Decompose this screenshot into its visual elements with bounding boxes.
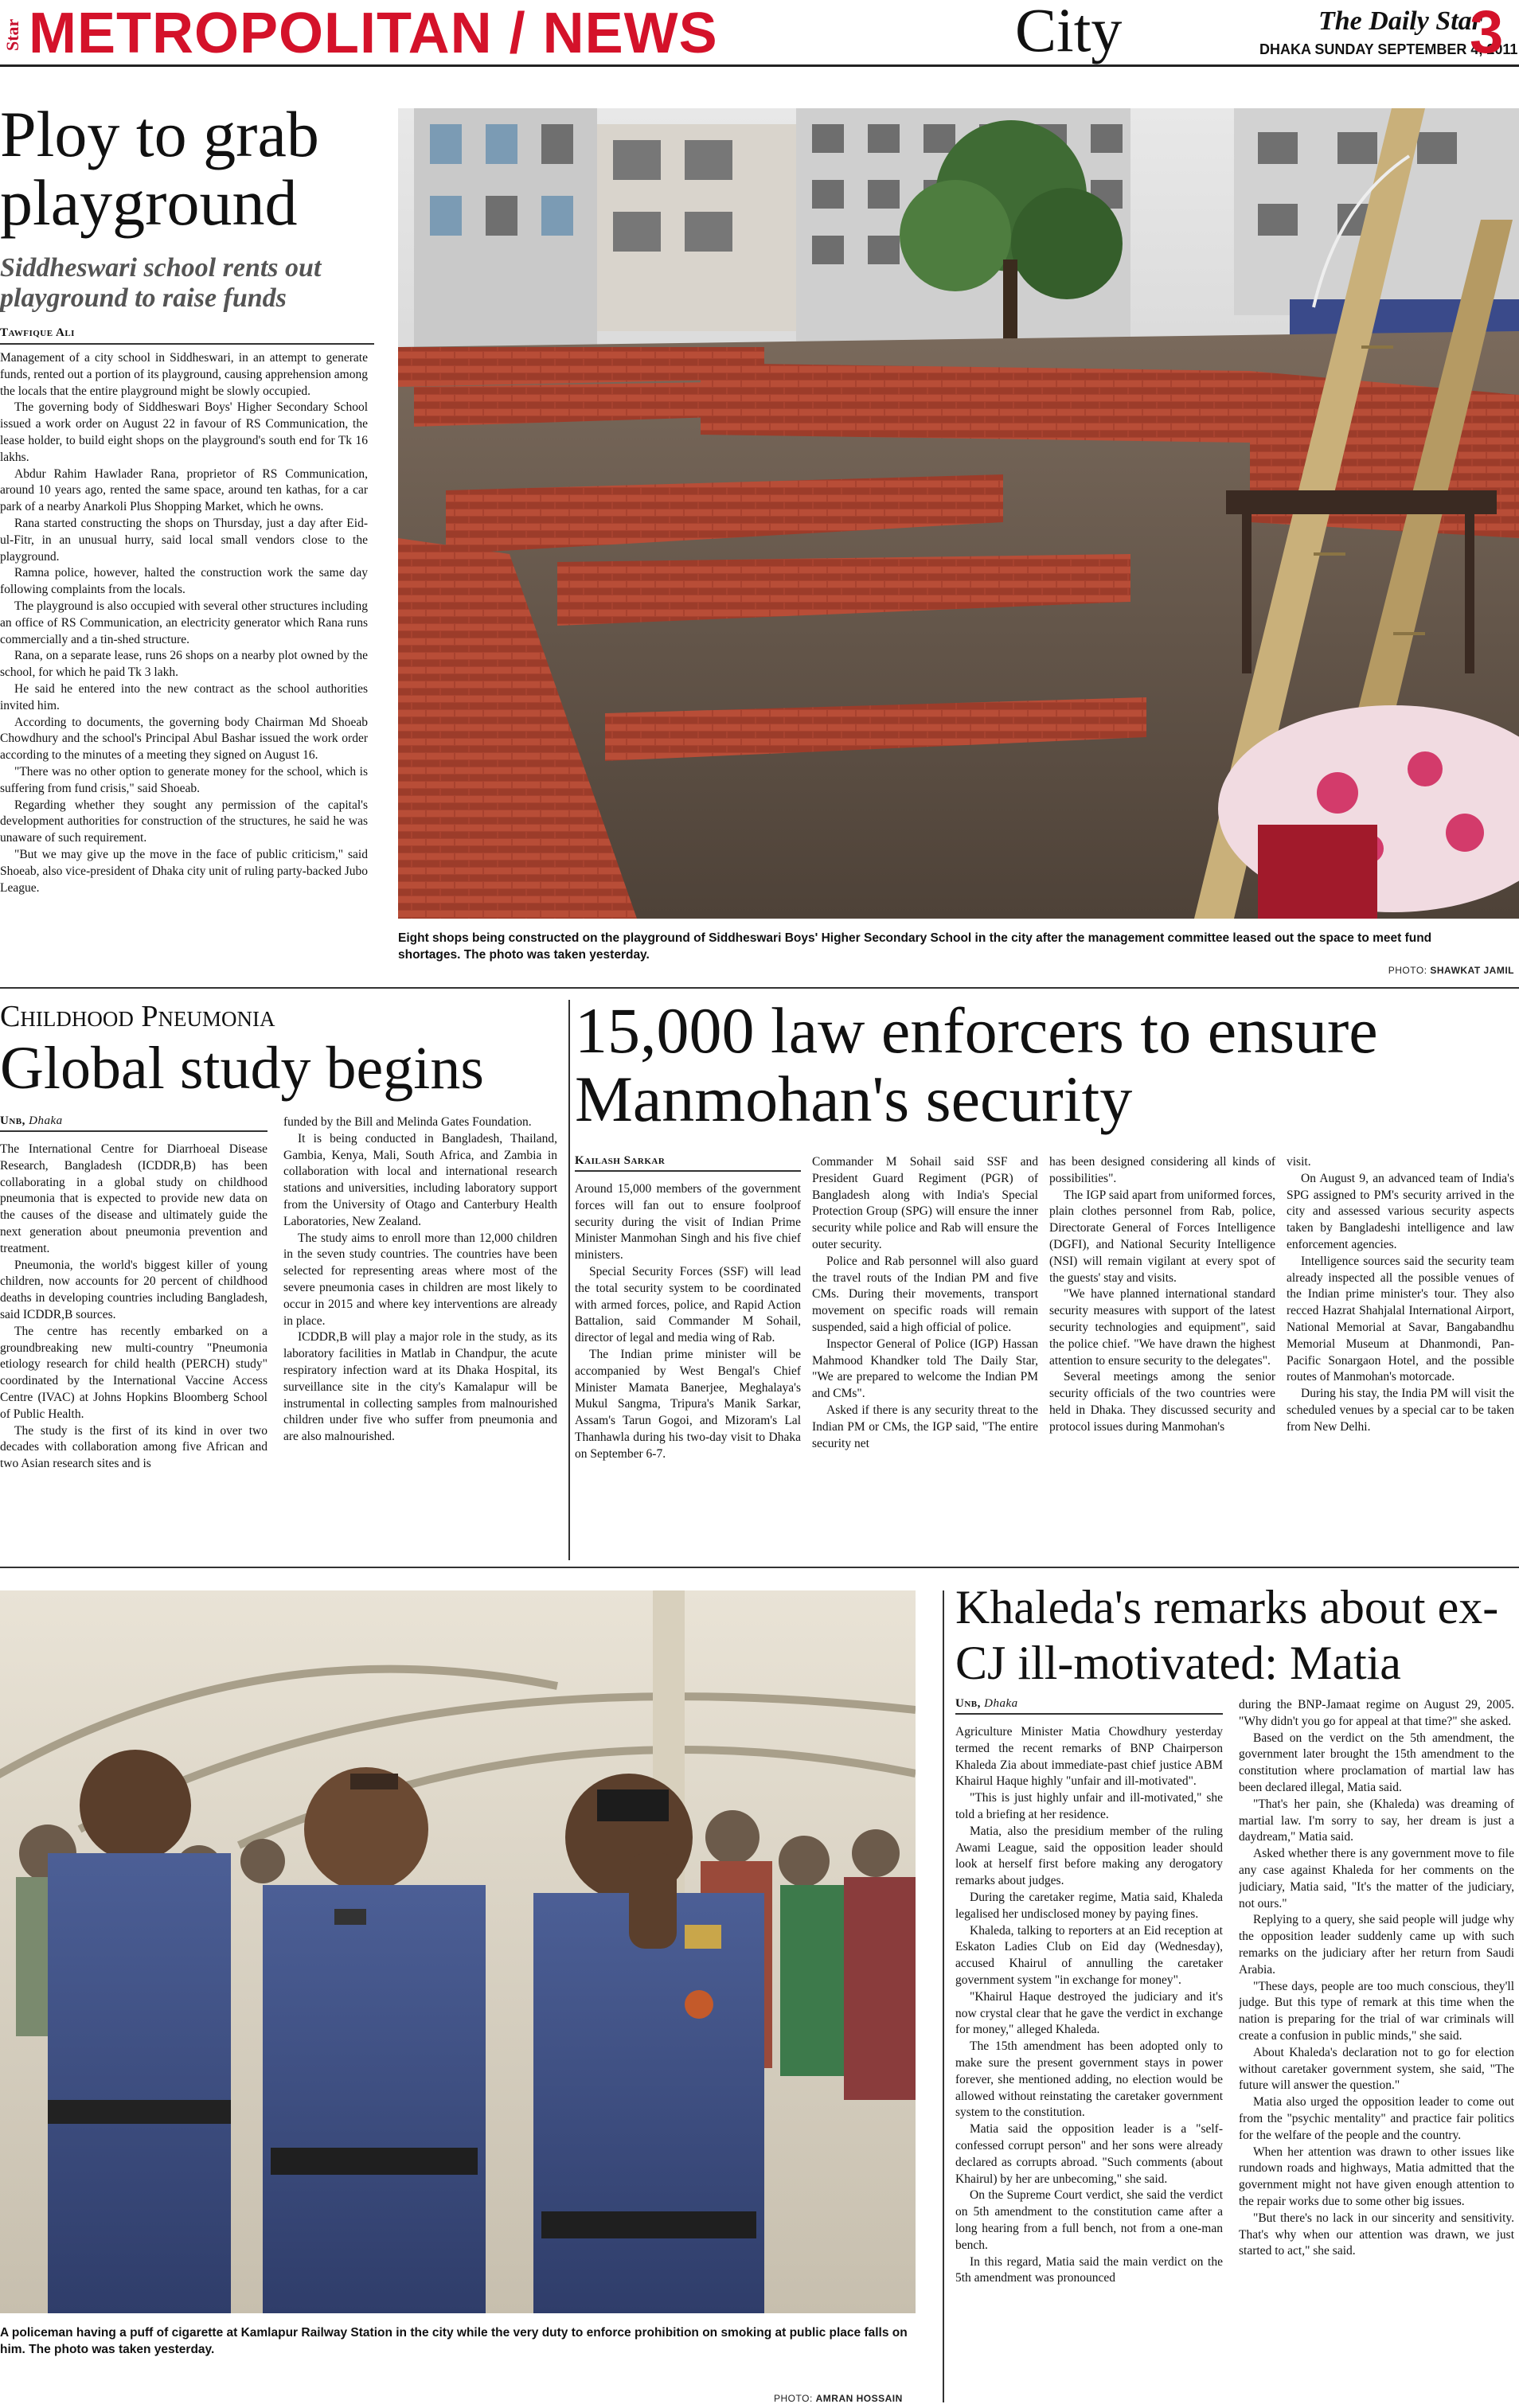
paragraph: The International Centre for Diarrhoeal Disease Research, Bangladesh (ICDDR,B) has been collaborating in a global study on childhood pneumonia that is expected to provide new data on the causes of the disease and ultimately guide the next generation about pneumonia prevention and treatment. <box>0 1142 267 1255</box>
paragraph: Rana, on a separate lease, runs 26 shops on a nearby plot owned by the school, for which he paid Tk 3 lakh. <box>0 649 368 680</box>
paragraph: Asked whether there is any government move to file any case against Khaleda for her comments on the judiciary, Matia said, "It's the matter of the judiciary, not ours." <box>1239 1847 1514 1910</box>
paragraph: "We have planned international standard security measures with support of the latest security technologies and equipment", said the police chief. "We have drawn the highest attention to ensure security to the delegates". <box>1049 1287 1275 1368</box>
body-playground <box>0 350 368 979</box>
paragraph: Ramna police, however, halted the construction work the same day following complaints from the locals. <box>0 566 368 597</box>
issue-date: DHAKA SUNDAY SEPTEMBER 4, 2011 <box>1259 41 1518 57</box>
paragraph: during the BNP-Jamaat regime on August 29, 2005. "Why didn't you go for appeal at that time?" she asked. <box>1239 1698 1514 1728</box>
policeman-photo-illustration <box>0 1590 916 2313</box>
byline-location: Dhaka <box>29 1114 63 1127</box>
masthead <box>0 0 1519 67</box>
paragraph: Inspector General of Police (IGP) Hassan Mahmood Khandker told The Daily Star, "We are prepared to welcome the Indian PM and CMs". <box>812 1337 1038 1401</box>
paragraph: Police and Rab personnel will also guard the travel routs of the Indian PM and five CMs. During their movements, transport movement on specific roads will remain suspended, said a high official of police. <box>812 1254 1038 1334</box>
paragraph: Agriculture Minister Matia Chowdhury yesterday termed the recent remarks of BNP Chairperson Khaleda Zia about immediate-past chief justice ABM Khairul Haque highly "unfair and ill-motivated". <box>955 1725 1223 1789</box>
body-manmohan-col2 <box>812 1154 1038 1555</box>
paragraph: ICDDR,B will play a major role in the study, as its laboratory facilities in Matlab in Chandpur, the acute respiratory infection ward at its Dhaka Hospital, its surveillance site in the city's Kamalapur will be instrumental in collecting samples from malnourished children under five who suffer from pneumonia and are also malnourished. <box>283 1330 557 1444</box>
paragraph: The playground is also occupied with several other structures including an office of RS Communication, an electricity generator which Rana runs commercially and a tin-shed structure. <box>0 599 368 646</box>
paragraph: In this regard, Matia said the main verdict on the 5th amendment was pronounced <box>955 2254 1223 2285</box>
paragraph: Matia, also the presidium member of the ruling Awami League, said the opposition leader should look at herself first before making any derogatory remarks about judges. <box>955 1824 1223 1888</box>
paragraph: The IGP said apart from uniformed forces, plain clothes personnel from Rab, police, Directorate General of Forces Intelligence (DGFI), and National Security Intelligence (NSI) will remain vigilant at every spot of the guests' stay and visits. <box>1049 1188 1275 1285</box>
paragraph: Pneumonia, the world's biggest killer of young children, now accounts for 20 percent of childhood deaths in developing countries including Bangladesh, said ICDDR,B sources. <box>0 1258 267 1321</box>
city-label: City <box>1015 0 1123 64</box>
paragraph: According to documents, the governing body Chairman Md Shoeab Chowdhury and the school's Principal Abul Bashar issued the work order according to the minutes of a meeting they signed on August 16. <box>0 715 368 763</box>
paragraph: Around 15,000 members of the government forces will fan out to ensure foolproof security during the visit of Indian Prime Minister Manmohan Singh and his five chief ministers. <box>575 1182 801 1263</box>
paragraph: On August 9, an advanced team of India's SPG assigned to PM's security arrived in the city and assessed various security aspects taken by Bangladeshi intelligence and law enforcement agencies. <box>1287 1171 1514 1251</box>
paragraph: Several meetings among the senior security officials of the two countries were held in Dhaka. They discussed security and protocol issues during Manmohan's <box>1049 1370 1275 1434</box>
paragraph: When her attention was drawn to other issues like rundown roads and highways, Matia admitted that the government might not have given enough attention to the repair works due to some other big issues. <box>1239 2145 1514 2208</box>
paragraph: The study aims to enroll more than 12,000 children in the seven study countries. The countries have been selected for representing areas where most of the severe pneumonia cases in children are most likely to occur in 2015 and where key interventions are already in place. <box>283 1231 557 1328</box>
paragraph: Intelligence sources said the security team already inspected all the possible venues of the Indian prime minister's tour. They also recced Hazrat Shahjalal International Airport, National Memorial at Savar, Bangabandhu Memorial Museum at Dhanmondi, Pan-Pacific Sonargaon Hotel, and the possible routes of Manmohan's motorcade. <box>1287 1254 1514 1384</box>
paper-name: The Daily Star <box>1318 6 1482 36</box>
body-manmohan-col1 <box>575 1181 801 1555</box>
paragraph: Based on the verdict on the 5th amendment, the government later brought the 15th amendment to the constitution where proclamation of martial law has been declared illegal, Matia said. <box>1239 1731 1514 1794</box>
body-pneumonia-col2 <box>283 1114 557 1555</box>
divider-vertical-bottom <box>943 1590 944 2402</box>
body-manmohan-col4 <box>1287 1154 1514 1555</box>
paragraph: "That's her pain, she (Khaleda) was dreaming of martial law. I'm sorry to say, her dream is just a daydream," Matia said. <box>1239 1797 1514 1844</box>
paragraph: "But there's no lack in our sincerity and sensitivity. That's why when our attention was drawn, we just started to act," she said. <box>1239 2211 1514 2258</box>
paragraph: Matia also urged the opposition leader to come out from the "psychic mentality" and practice fair politics for the welfare of the people and the country. <box>1239 2095 1514 2142</box>
byline-playground: Tawfique Ali <box>0 326 374 345</box>
byline-matia <box>955 1697 1223 1715</box>
paragraph: "This is just highly unfair and ill-motivated," she told a briefing at her residence. <box>955 1791 1223 1821</box>
paragraph: visit. <box>1287 1155 1311 1169</box>
paragraph: Special Security Forces (SSF) will lead the total security system to be coordinated with armed forces, police, and Rapid Action Battalion, said Commander M Sohail, director of legal and media wing of Rab. <box>575 1264 801 1345</box>
paragraph: On the Supreme Court verdict, she said the verdict on 5th amendment to the constitution came after a long hearing from a full bench, not from a one-man bench. <box>955 2188 1223 2252</box>
paragraph: Khaleda, talking to reporters at an Eid reception at Eskaton Ladies Club on Eid day (Wednesday), accused Khairul of annulling the caretaker government system "in exchange for money". <box>955 1923 1223 1987</box>
photo-policeman-smoking <box>0 1590 916 2313</box>
credit-label: PHOTO: <box>1388 965 1427 976</box>
construction-photo-illustration <box>398 108 1519 919</box>
deck-playground: Siddheswari school rents out playground to raise funds <box>0 253 322 313</box>
credit-name-2: AMRAN HOSSAIN <box>815 2393 903 2404</box>
paragraph: "Khairul Haque destroyed the judiciary and it's now crystal clear that he gave the verdict in exchange for money," alleged Khaleda. <box>955 1989 1223 2037</box>
paragraph: Abdur Rahim Hawlader Rana, proprietor of RS Communication, around 10 years ago, rented the same space, around ten kathas, for a car park of a nearby Anarkoli Plus Shopping Market, which he owns. <box>0 466 368 514</box>
divider-mid-section <box>0 1567 1519 1568</box>
kicker-pneumonia: Childhood Pneumonia <box>0 1000 275 1033</box>
paragraph: About Khaleda's declaration not to go for election without caretaker government system, she said, "The future will answer the question." <box>1239 2045 1514 2093</box>
caption-policeman: A policeman having a puff of cigarette at Kamlapur Railway Station in the city while the very duty to enforce prohibition on smoking at public place falls on him. The photo was taken yesterday. <box>0 2326 908 2356</box>
body-matia-col2 <box>1239 1697 1514 2406</box>
paragraph: Management of a city school in Siddheswari, in an attempt to generate funds, rented out a portion of its playground, causing apprehension among the locals that the entire playground might be slowly occupied. <box>0 351 368 398</box>
caption-playground: Eight shops being constructed on the playground of Siddheswari Boys' Higher Secondary School in the city after the management committee leased out the space to meet fund shortages. The photo was taken yesterday. <box>398 931 1432 962</box>
paragraph: The 15th amendment has been adopted only to make sure the present government stays in power forever, she mentioned adding, no election would be allowed without reinstating the caretaker government system to the constitution. <box>955 2039 1223 2120</box>
paragraph: The centre has recently embarked on a groundbreaking new multi-country "Pneumonia etiology research for child health (PERCH) study" coordinated by the International Vaccine Access Centre (IVAC) at Johns Hopkins Bloomberg School of Public Health. <box>0 1324 267 1421</box>
headline-matia: Khaleda's remarks about ex-CJ ill-motivated: Matia <box>955 1581 1499 1689</box>
paragraph: has been designed considering all kinds of possibilities". <box>1049 1155 1275 1185</box>
paragraph: It is being conducted in Bangladesh, Thailand, Gambia, Kenya, Mali, South Africa, and Zambia in collaboration with local and international research stations and universities, including laboratory support from the University of Otago and Canterbury Health Laboratories, New Zealand. <box>283 1131 557 1228</box>
paragraph: "But we may give up the move in the face of public criticism," said Shoeab, also vice-president of Dhaka city unit of ruling party-backed Jubo League. <box>0 847 368 895</box>
paragraph: Rana started constructing the shops on Thursday, just a day after Eid-ul-Fitr, in an unusual hurry, said local small vendors close to the playground. <box>0 516 368 564</box>
paragraph: Commander M Sohail said SSF and President Guard Regiment (PGR) of Bangladesh along with India's Special Protection Group (SPG) will ensure the inner security while police and Rab will ensure the outer security. <box>812 1155 1038 1251</box>
page-number: 3 <box>1470 0 1504 66</box>
byline-agency-2: Unb, <box>955 1697 981 1710</box>
divider-vertical-mid <box>568 1000 570 1560</box>
photo-playground-construction <box>398 108 1519 919</box>
section-title: METROPOLITAN / NEWS <box>29 2 718 65</box>
credit-policeman <box>774 2393 903 2404</box>
paragraph: The study is the first of its kind in over two decades with collaboration among five African and two Asian research sites and is <box>0 1423 267 1471</box>
paragraph: Matia said the opposition leader is a "self-confessed corrupt person" and her sons were already declared as corrupts abroad. "Such comments (about Khairul) by her are unbecoming," she said. <box>955 2122 1223 2186</box>
paragraph: "There was no other option to generate money for the school, which is suffering from fund crisis," said Shoeab. <box>0 764 368 795</box>
paragraph: Replying to a query, she said people will judge why the opposition leader suddenly came up with such remarks on the judiciary after her return from Saudi Arabia. <box>1239 1913 1514 1977</box>
body-pneumonia-col1 <box>0 1142 267 1555</box>
paragraph: Regarding whether they sought any permission of the capital's development authorities for construction of the structures, he said he was unaware of such requirement. <box>0 798 368 845</box>
paragraph: Asked if there is any security threat to the Indian PM or CMs, the IGP said, "The entire security net <box>812 1403 1038 1450</box>
body-matia-col1 <box>955 1724 1223 2406</box>
byline-agency: Unb, <box>0 1114 25 1127</box>
byline-location-2: Dhaka <box>984 1697 1018 1710</box>
headline-playground: Ploy to grab playground <box>0 98 319 239</box>
credit-playground <box>1388 965 1514 976</box>
paragraph: During the caretaker regime, Matia said, Khaleda legalised her undisclosed money by paying fines. <box>955 1890 1223 1921</box>
byline-pneumonia <box>0 1114 267 1132</box>
headline-manmohan: 15,000 law enforcers to ensure Manmohan's security <box>575 994 1378 1135</box>
small-logo: Star <box>2 18 22 52</box>
paragraph: "These days, people are too much conscious, they'll judge. But this type of remark at this time when the nation is preparing for the trial of war criminals will create a confusion in public minds," she said. <box>1239 1979 1514 2043</box>
credit-name: SHAWKAT JAMIL <box>1430 965 1514 976</box>
paragraph: funded by the Bill and Melinda Gates Foundation. <box>283 1115 532 1129</box>
paragraph: The Indian prime minister will be accompanied by West Bengal's Chief Minister Mamata Banerjee, Meghalaya's Mukul Sangma, Tripura's Manik Sarkar, Assam's Tarun Gogoi, and Mizoram's Lal Thanhawla during his two-day visit to Dhaka on September 6-7. <box>575 1347 801 1461</box>
paragraph: During his stay, the India PM will visit the scheduled venues by a special car to be taken from New Delhi. <box>1287 1387 1514 1434</box>
headline-pneumonia: Global study begins <box>0 1035 484 1102</box>
byline-manmohan: Kailash Sarkar <box>575 1154 801 1172</box>
paragraph: He said he entered into the new contract as the school authorities invited him. <box>0 681 368 712</box>
paragraph: The governing body of Siddheswari Boys' Higher Secondary School issued a work order on August 22 in favour of RS Communication, the lease holder, to build eight shops on the playground's south end for Tk 16 lakhs. <box>0 400 368 464</box>
divider-top-section <box>0 987 1519 989</box>
body-manmohan-col3 <box>1049 1154 1275 1555</box>
credit-label-2: PHOTO: <box>774 2393 813 2404</box>
